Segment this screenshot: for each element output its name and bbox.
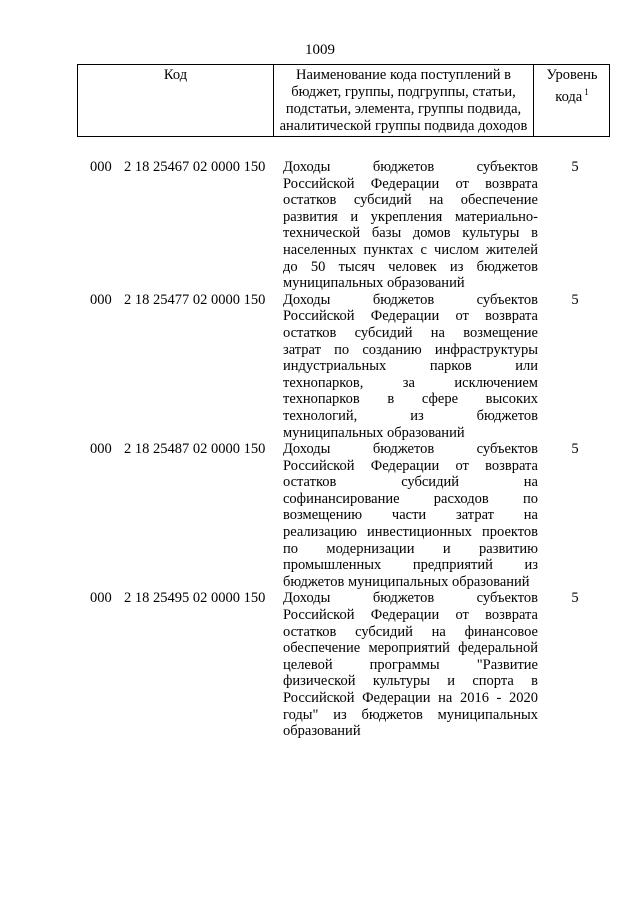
name-line: технопарков, за исключением (283, 374, 538, 391)
name-line: технической базы домов культуры в (283, 225, 538, 242)
name-line: населенных пунктах с числом жителей (283, 241, 538, 258)
name-line: образований (283, 723, 361, 740)
footnote-marker: 1 (584, 87, 589, 97)
name-line: физической культуры и спорта в (283, 673, 538, 690)
name-line: развития и укрепления материально- (283, 208, 538, 225)
header-code: Код (78, 65, 274, 136)
name-line: остатков субсидий на возмещение (283, 324, 538, 341)
header-level-line2 (534, 84, 610, 106)
admin-code: 000 (90, 291, 112, 308)
name-line: остатков субсидий на финансовое (283, 623, 538, 640)
name-line: муниципальных образований (283, 275, 465, 292)
code-level: 5 (571, 441, 579, 458)
name-line: остатков субсидий на (283, 474, 538, 491)
header-level (534, 65, 610, 136)
header-name-line: подстатьи, элемента, группы подвида, (285, 101, 522, 117)
admin-code: 000 (90, 159, 112, 175)
name-line: годы" из бюджетов муниципальных (283, 706, 538, 723)
header-name-line: Наименование кода поступлений в (296, 67, 511, 83)
income-code: 2 18 25477 02 0000 150 (124, 291, 266, 308)
income-name (283, 441, 538, 590)
name-line: остатков субсидий на обеспечение (283, 192, 538, 209)
name-line: технопарков в сфере высоких (283, 391, 538, 408)
code-level: 5 (571, 291, 579, 308)
table-row (0, 590, 640, 739)
name-line: Российской Федерации на 2016 - 2020 (283, 690, 538, 706)
name-line: Доходы бюджетов субъектов (283, 590, 538, 607)
table-header (77, 64, 610, 137)
income-name (283, 159, 538, 292)
name-line: Российской Федерации от возврата (283, 308, 538, 325)
income-name (283, 590, 538, 739)
entries-list (0, 159, 640, 740)
page-number: 1009 (305, 42, 335, 58)
name-line: реализацию инвестиционных проектов (283, 524, 538, 541)
name-line: муниципальных образований (283, 424, 465, 441)
name-line: возмещению части затрат на (283, 507, 538, 524)
admin-code: 000 (90, 590, 112, 607)
name-line: затрат по созданию инфраструктуры (283, 341, 538, 358)
name-line: Доходы бюджетов субъектов (283, 291, 538, 308)
code-level: 5 (571, 590, 579, 607)
name-line: технологий, из бюджетов (283, 407, 538, 424)
name-line: промышленных предприятий из (283, 557, 538, 574)
header-level-label: кода (555, 89, 583, 105)
name-line: по модернизации и развитию (283, 540, 538, 557)
header-name-line: аналитической группы подвида доходов (279, 118, 528, 134)
name-line: Российской Федерации от возврата (283, 175, 538, 192)
code-level: 5 (571, 159, 579, 175)
table-row (0, 292, 640, 441)
name-line: до 50 тысяч человек из бюджетов (283, 258, 538, 275)
header-name-line: бюджет, группы, подгруппы, статьи, (291, 84, 516, 100)
income-name (283, 292, 538, 441)
admin-code: 000 (90, 441, 112, 458)
header-level-line: Уровень (546, 67, 598, 83)
name-line: обеспечение мероприятий федеральной (283, 640, 538, 657)
name-line: бюджетов муниципальных образований (283, 573, 530, 590)
name-line: Российской Федерации от возврата (283, 607, 538, 624)
name-line: Доходы бюджетов субъектов (283, 159, 538, 175)
name-line: софинансирование расходов по (283, 490, 538, 507)
table-row (0, 441, 640, 590)
income-code: 2 18 25487 02 0000 150 (124, 441, 266, 458)
income-code: 2 18 25467 02 0000 150 (124, 159, 266, 175)
table-row (0, 159, 640, 292)
name-line: Российской Федерации от возврата (283, 457, 538, 474)
name-line: индустриальных парков или (283, 358, 538, 375)
header-name (274, 65, 534, 136)
name-line: Доходы бюджетов субъектов (283, 441, 538, 458)
income-code: 2 18 25495 02 0000 150 (124, 590, 266, 607)
name-line: целевой программы "Развитие (283, 656, 538, 673)
